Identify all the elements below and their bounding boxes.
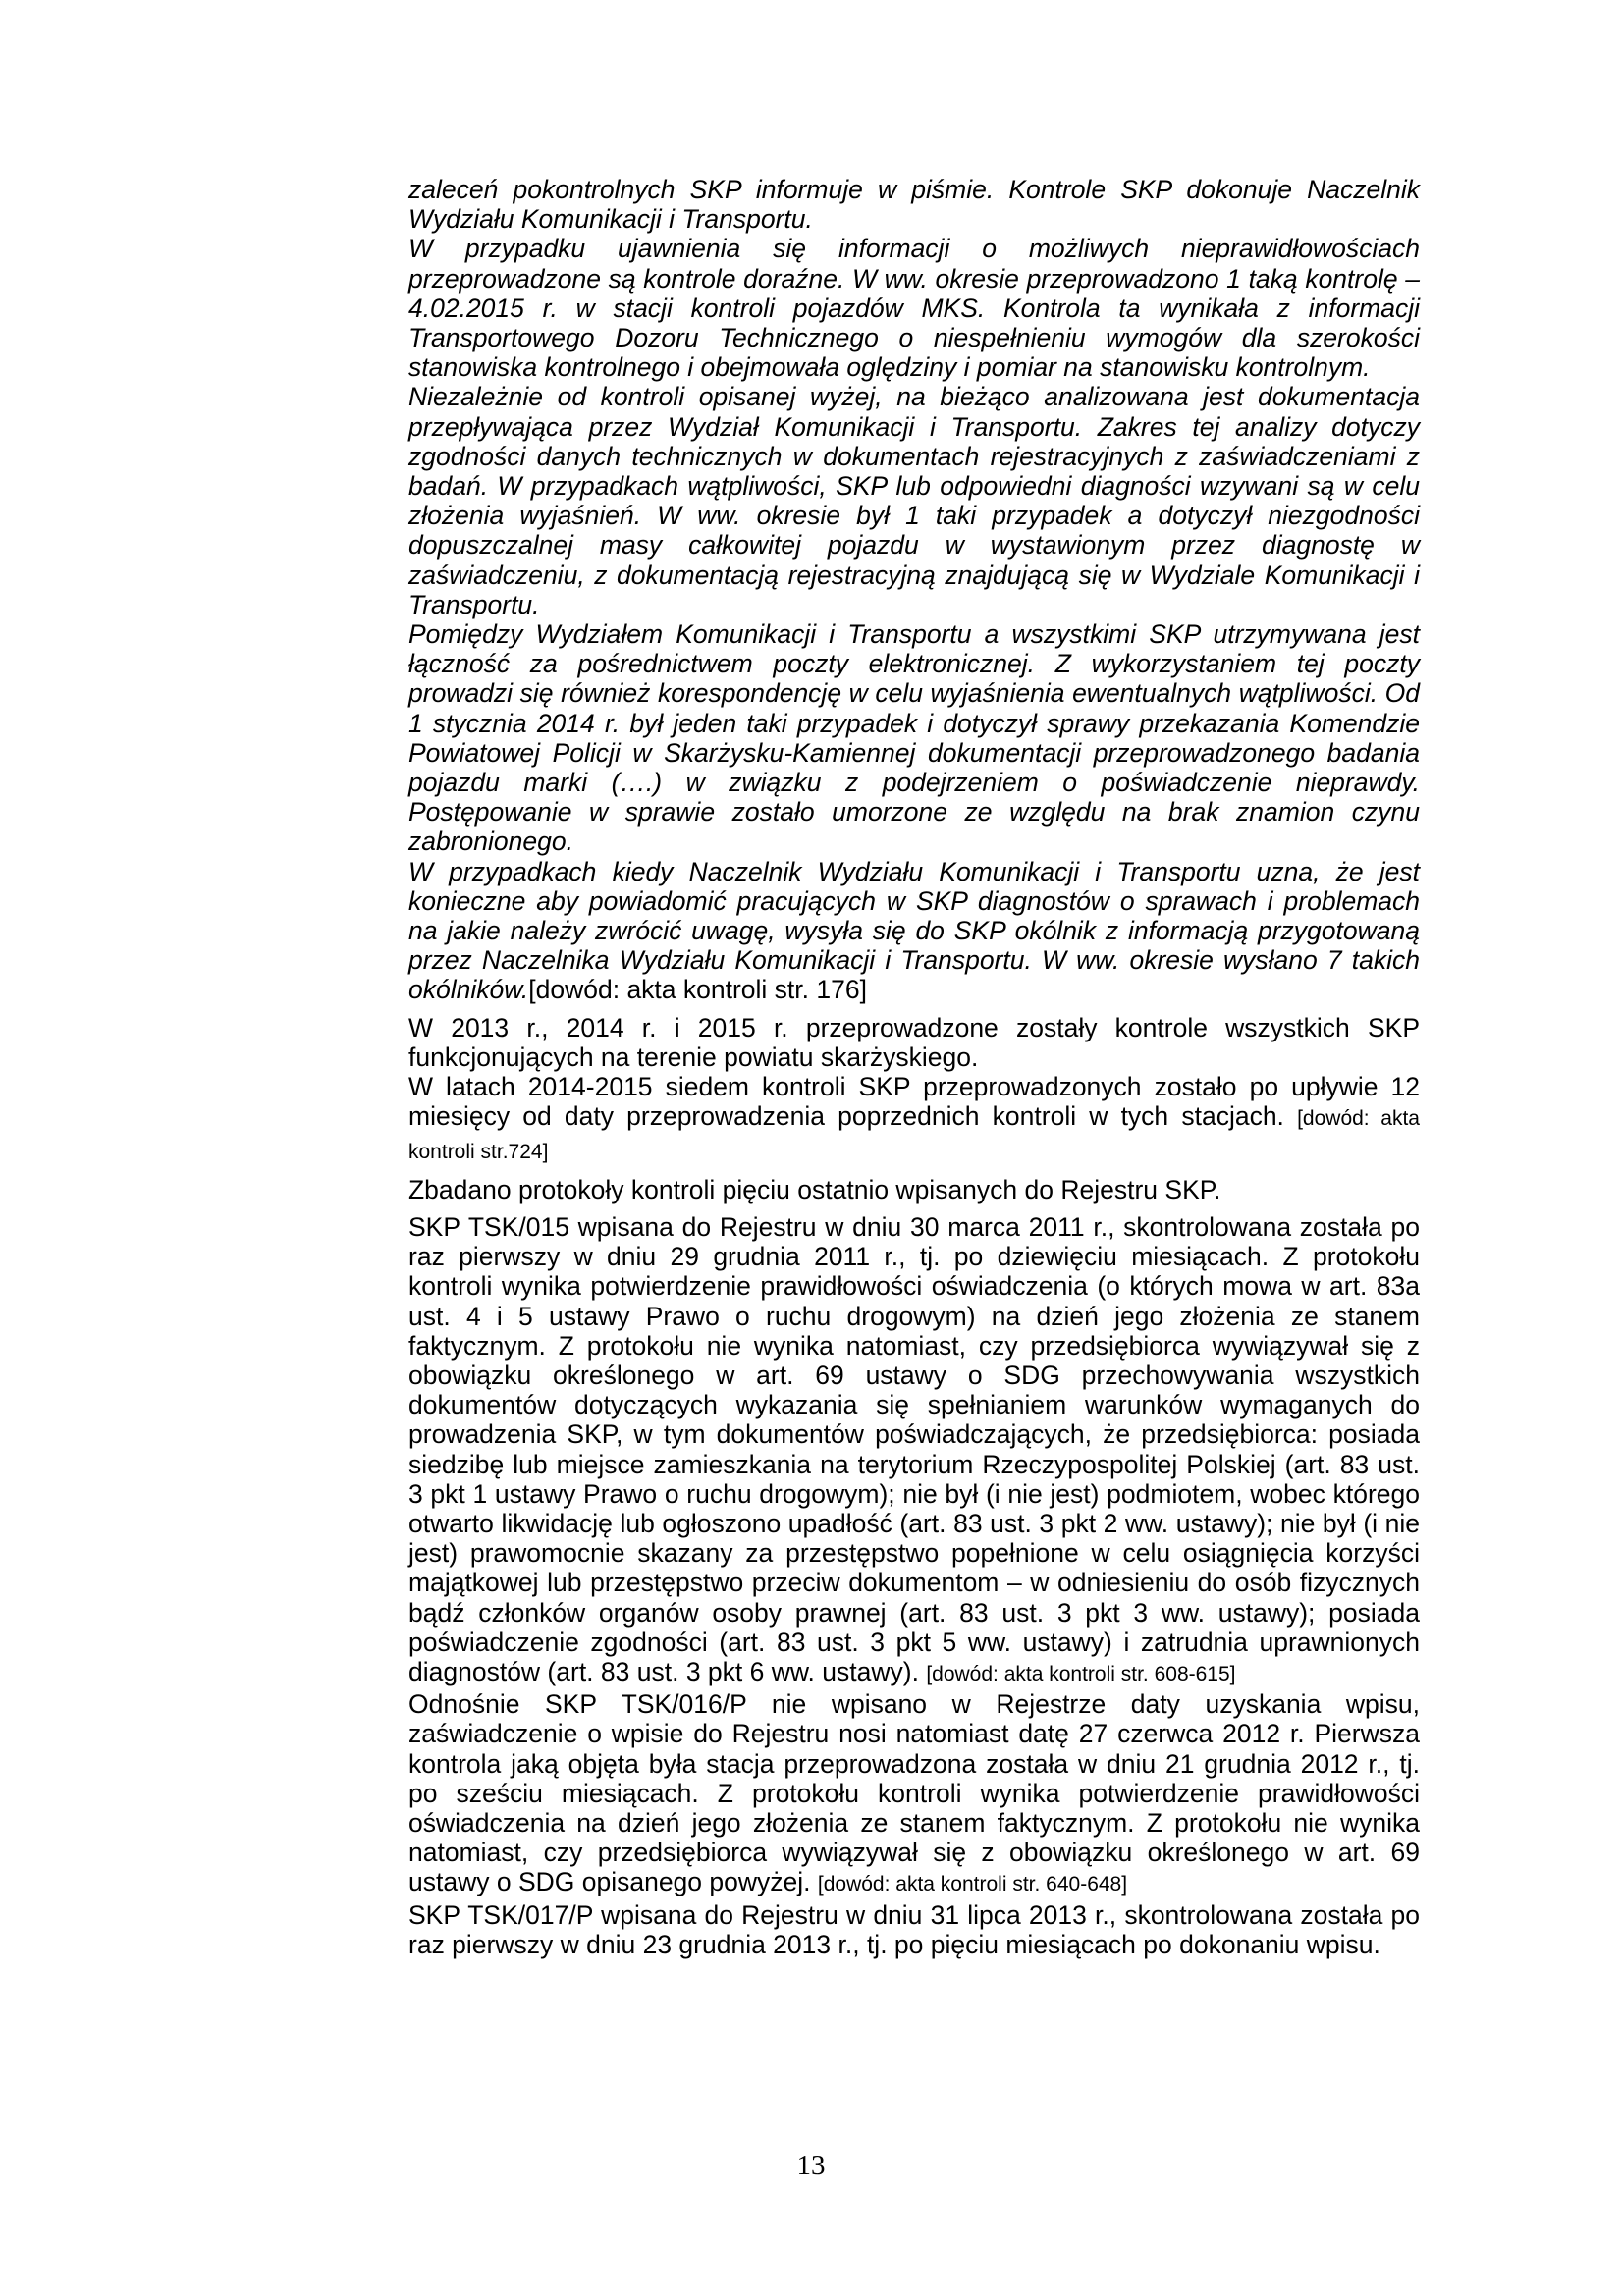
paragraph: Pomiędzy Wydziałem Komunikacji i Transportu a wszystkimi SKP utrzymywana jest łączność za pośrednictwem poczty elektronicznej. Z wykorzystaniem tej poczty prowadzi się również korespondencję w celu wyjaśnienia ewentualnych wątpliwości. Od 1 stycznia 2014 r. był jeden taki przypadek i dotyczył sprawy przekazania Komendzie Powiatowej Policji w Skarżysku-Kamiennej dokumentacji przeprowadzonego badania pojazdu marki (….) w związku z podejrzeniem o poświadczenie nieprawdy. Postępowanie w sprawie zostało umorzone ze względu na brak znamion czynu zabronionego.: [408, 619, 1420, 857]
paragraph: W latach 2014-2015 siedem kontroli SKP przeprowadzonych zostało po upływie 12 miesięcy od daty przeprowadzenia poprzednich kontroli w tych stacjach. [dowód: akta kontroli str.724]: [408, 1072, 1420, 1163]
paragraph: W przypadku ujawnienia się informacji o możliwych nieprawidłowościach przeprowadzone są kontrole doraźne. W ww. okresie przeprowadzono 1 taką kontrolę – 4.02.2015 r. w stacji kontroli pojazdów MKS. Kontrola ta wynikała z informacji Transportowego Dozoru Technicznego o niespełnieniu wymogów dla szerokości stanowiska kontrolnego i obejmowała oględziny i pomiar na stanowisku kontrolnym.: [408, 234, 1420, 383]
document-body: [408, 175, 1420, 1959]
paragraph: Zbadano protokoły kontroli pięciu ostatnio wpisanych do Rejestru SKP.: [408, 1174, 1221, 1204]
evidence-citation: [dowód: akta kontroli str. 176]: [528, 975, 867, 1005]
paragraph: W przypadkach kiedy Naczelnik Wydziału Komunikacji i Transportu uzna, że jest konieczne aby powiadomić pracujących w SKP diagnostów o sprawach i problemach na jakie należy zwrócić uwagę, wysyła się do SKP okólnik z informacją przygotowaną przez Naczelnika Wydziału Komunikacji i Transportu. W ww. okresie wysłano 7 takich okólników.[dowód: akta kontroli str. 176]: [408, 856, 1420, 1005]
evidence-citation: [dowód: akta kontroli str.724]: [408, 1107, 1420, 1163]
paragraph: Niezależnie od kontroli opisanej wyżej, na bieżąco analizowana jest dokumentacja przepływająca przez Wydział Komunikacji i Transportu. Zakres tej analizy dotyczy zgodności danych technicznych w dokumentach rejestracyjnych z zaświadczeniami z badań. W przypadkach wątpliwości, SKP lub odpowiedni diagności wzywani są w celu złożenia wyjaśnień. W ww. okresie był 1 taki przypadek a dotyczył niezgodności dopuszczalnej masy całkowitej pojazdu w wystawionym przez diagnostę w zaświadczeniu, z dokumentacją rejestracyjną znajdującą się w Wydziale Komunikacji i Transportu.: [408, 382, 1420, 619]
paragraph: W 2013 r., 2014 r. i 2015 r. przeprowadzone zostały kontrole wszystkich SKP funkcjonujących na terenie powiatu skarżyskiego.: [408, 1012, 1420, 1072]
paragraph: Odnośnie SKP TSK/016/P nie wpisano w Rejestrze daty uzyskania wpisu, zaświadczenie o wpisie do Rejestru nosi natomiast datę 27 czerwca 2012 r. Pierwsza kontrola jaką objęta była stacja przeprowadzona została w dniu 21 grudnia 2012 r., tj. po sześciu miesiącach. Z protokołu kontroli wynika potwierdzenie prawidłowości oświadczenia na dzień jego złożenia ze stanem faktycznym. Z protokołu nie wynika natomiast, czy przedsiębiorca wywiązywał się z obowiązku określonego w art. 69 ustawy o SDG opisanego powyżej. [dowód: akta kontroli str. 640-648]: [408, 1689, 1420, 1897]
paragraph: zaleceń pokontrolnych SKP informuje w piśmie. Kontrole SKP dokonuje Naczelnik Wydziału Komunikacji i Transportu.: [408, 175, 1420, 235]
page-number: 13: [796, 2150, 826, 2181]
paragraph: SKP TSK/017/P wpisana do Rejestru w dniu 31 lipca 2013 r., skontrolowana została po raz pierwszy w dniu 23 grudnia 2013 r., tj. po pięciu miesiącach po dokonaniu wpisu.: [408, 1899, 1420, 1959]
evidence-citation: [dowód: akta kontroli str. 640-648]: [817, 1873, 1128, 1896]
evidence-citation: [dowód: akta kontroli str. 608-615]: [926, 1662, 1236, 1685]
paragraph: SKP TSK/015 wpisana do Rejestru w dniu 30 marca 2011 r., skontrolowana została po raz pierwszy w dniu 29 grudnia 2011 r., tj. po dziewięciu miesiącach. Z protokołu kontroli wynika potwierdzenie prawidłowości oświadczenia (o których mowa w art. 83a ust. 4 i 5 ustawy Prawo o ruchu drogowym) na dzień jego złożenia ze stanem faktycznym. Z protokołu nie wynika natomiast, czy przedsiębiorca wywiązywał się z obowiązku określonego w art. 69 ustawy o SDG przechowywania wszystkich dokumentów dotyczących wykazania się spełnianiem warunków wymaganych do prowadzenia SKP, w tym dokumentów poświadczających, że przedsiębiorca: posiada siedzibę lub miejsce zamieszkania na terytorium Rzeczypospolitej Polskiej (art. 83 ust. 3 pkt 1 ustawy Prawo o ruchu drogowym); nie był (i nie jest) podmiotem, wobec którego otwarto likwidację lub ogłoszono upadłość (art. 83 ust. 3 pkt 2 ww. ustawy); nie był (i nie jest) prawomocnie skazany za przestępstwo popełnione w celu osiągnięcia korzyści majątkowej lub przestępstwo przeciw dokumentom – w odniesieniu do osób fizycznych bądź członków organów osoby prawnej (art. 83 ust. 3 pkt 3 ww. ustawy); posiada poświadczenie zgodności (art. 83 ust. 3 pkt 5 ww. ustawy) i zatrudnia uprawnionych diagnostów (art. 83 ust. 3 pkt 6 ww. ustawy). [dowód: akta kontroli str. 608-615]: [408, 1211, 1420, 1686]
